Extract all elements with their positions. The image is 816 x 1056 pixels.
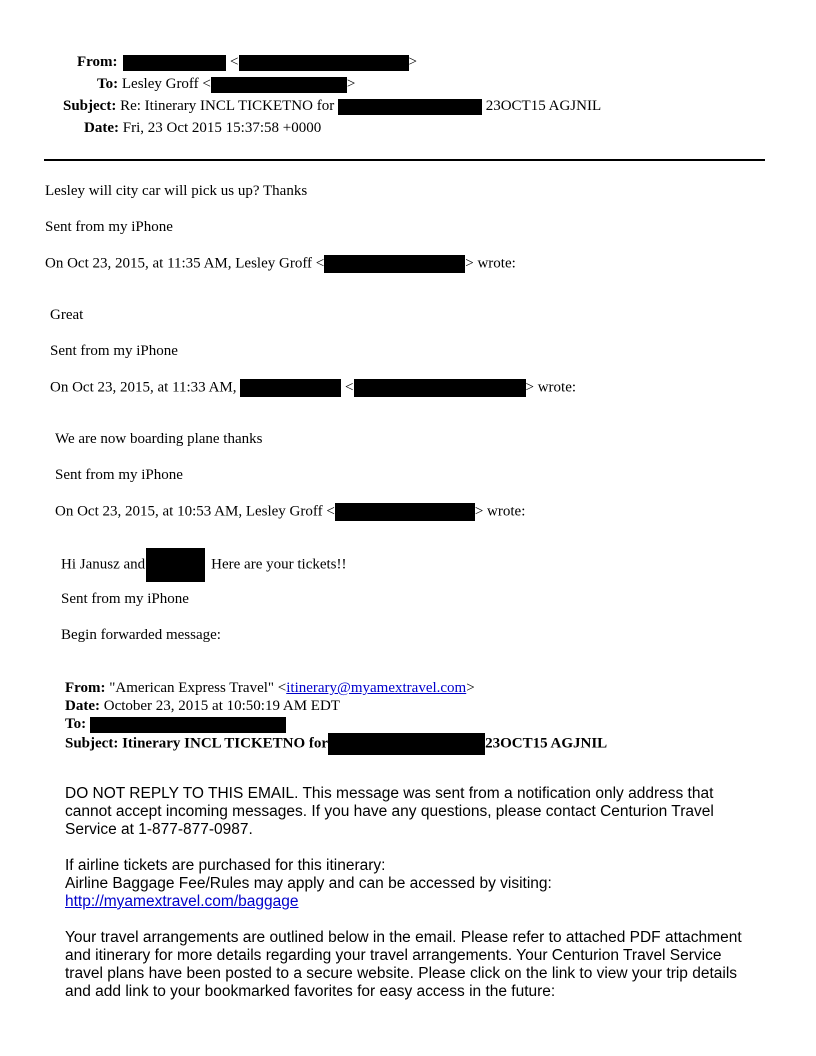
baggage-line-1: If airline tickets are purchased for this itinerary:	[65, 857, 386, 874]
fwd-from-label: From:	[65, 680, 106, 696]
fwd-subject-row	[65, 733, 607, 755]
redacted-recipient-email	[211, 77, 347, 93]
header-divider	[44, 159, 765, 161]
redacted-email	[354, 379, 526, 397]
message-2: Great	[50, 307, 84, 323]
fwd-from-row: From: "American Express Travel" <itinerary@myamextravel.com>	[65, 680, 475, 696]
message-3: We are now boarding plane thanks	[55, 431, 263, 447]
signature-1: Sent from my iPhone	[45, 219, 173, 235]
fwd-to-row	[65, 715, 286, 733]
header-from-row: From: < >	[77, 54, 417, 70]
body-paragraph-3: Your travel arrangements are outlined below in the email. Please refer to attached PDF attachment and itinerary for more details regarding your travel arrangements. Your Centurion Travel Service travel plans have been posted to a secure website. Please click on the link to view your trip details and add link to your bookmarked favorites for easy access in the future:	[65, 929, 742, 1000]
date-label: Date:	[84, 120, 119, 136]
redacted-name	[240, 379, 341, 397]
redacted-email	[324, 255, 465, 273]
fwd-date-row	[65, 697, 340, 715]
redacted-sender-email	[239, 55, 409, 71]
to-name: Lesley Groff	[121, 76, 199, 92]
quote-header-2: On Oct 23, 2015, at 11:33 AM, < > wrote:	[50, 379, 577, 396]
message-1: Lesley will city car will pick us up? Thanks	[45, 183, 308, 199]
quote-header-1: On Oct 23, 2015, at 11:35 AM, Lesley Groff < > wrote:	[45, 255, 516, 272]
header-to-row: To: Lesley Groff < >	[97, 76, 356, 92]
fwd-from-name: "American Express Travel" <	[109, 680, 287, 696]
redacted-subject-name	[328, 733, 485, 755]
fwd-date-value: October 23, 2015 at 10:50:19 AM EDT	[103, 698, 340, 714]
fwd-subject-prefix: Itinerary INCL TICKETNO for	[122, 735, 329, 752]
redacted-sender-name	[123, 55, 226, 71]
redacted-subject-name	[338, 99, 482, 115]
signature-4: Sent from my iPhone	[61, 591, 189, 607]
baggage-link[interactable]: http://myamextravel.com/baggage	[65, 893, 299, 910]
fwd-from-email-link[interactable]: itinerary@myamextravel.com	[286, 680, 467, 696]
header-date-row	[84, 120, 321, 137]
subject-prefix: Re: Itinerary INCL TICKETNO for	[120, 98, 335, 114]
fwd-date-label: Date:	[65, 698, 100, 714]
subject-suffix: 23OCT15 AGJNIL	[485, 98, 602, 114]
quote-header-3: On Oct 23, 2015, at 10:53 AM, Lesley Groff < > wrote:	[55, 503, 526, 520]
body-paragraph-1: DO NOT REPLY TO THIS EMAIL. This message was sent from a notification only address that cannot accept incoming messages. If you have any questions, please contact Centurion Travel Service at 1-877-877-0987.	[65, 785, 714, 838]
redacted-name	[146, 548, 205, 582]
signature-2: Sent from my iPhone	[50, 343, 178, 359]
redacted-recipient	[90, 717, 286, 733]
date-value: Fri, 23 Oct 2015 15:37:58 +0000	[122, 120, 322, 136]
body-paragraph-2	[65, 857, 755, 911]
forward-intro: Begin forwarded message:	[61, 627, 221, 643]
to-label: To:	[97, 76, 119, 92]
fwd-subject-label: Subject:	[65, 735, 119, 752]
fwd-to-label: To:	[65, 716, 87, 732]
baggage-line-2: Airline Baggage Fee/Rules may apply and can be accessed by visiting:	[65, 875, 552, 892]
header-subject-row	[63, 98, 601, 115]
fwd-subject-suffix: 23OCT15 AGJNIL	[485, 735, 608, 752]
subject-label: Subject:	[63, 98, 117, 114]
signature-3: Sent from my iPhone	[55, 467, 183, 483]
from-label: From:	[77, 54, 118, 70]
redacted-email	[335, 503, 475, 521]
message-4: Hi Janusz and Here are your tickets!!	[61, 548, 347, 582]
